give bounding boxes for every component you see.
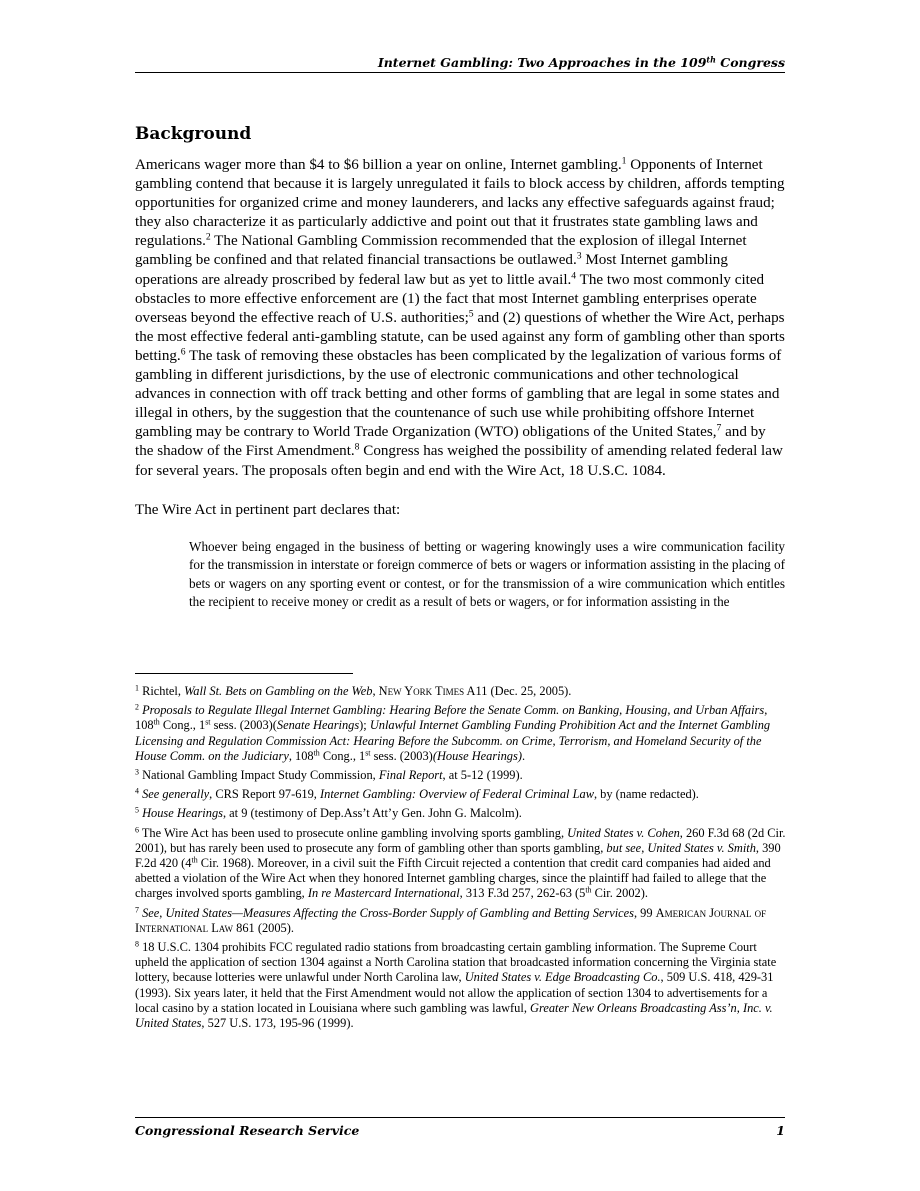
footnote-divider bbox=[135, 673, 353, 674]
footnote-5: $^5$ House Hearings, at 9 (testimony of Dep.Ass’t Att’y Gen. John G. Malcolm). bbox=[135, 806, 522, 821]
footnote-2: $^2$ Proposals to Regulate Illegal Internet Gambling: Hearing Before the Senate Comm. on Banking, Housing, and Urban Affairs, 108th Cong., 1st sess. (2003)(Senate Hearings); Unlawful Internet Gambling Funding Prohibition Act and the Internet Gambling Licensing and Regulation Commission Act: Hearing Before the Subcomm. on Crime, Terrorism, and Homeland Security of the House Comm. on the Judiciary, 108th Cong., 1st sess. (2003)(House Hearings). bbox=[135, 702, 771, 763]
footnote-4: $^4$ See generally, CRS Report 97-619, Internet Gambling: Overview of Federal Criminal Law, by (name redacted). bbox=[135, 786, 699, 802]
footnote-6: $^6$ The Wire Act has been used to prosecute online gambling involving sports gambling, United States v. Cohen, 260 F.3d 68 (2d Cir. 2001), but has rarely been used to prosecute any form of gambling other than sports gambling, but see, United States v. Smith, 390 F.2d 420 (4th Cir. 1968). Moreover, in a civil suit the Fifth Circuit rejected a contention that credit card companies had aided and abetted a violation of the Wire Act when they honored Internet gambling charges, since the plaintiff had failed to allege that the charges involved sports gambling, In re Mastercard International, 313 F.3d 257, 262-63 (5th Cir. 2002). bbox=[135, 825, 786, 901]
footnote-ref: 4 bbox=[571, 270, 577, 282]
main-content bbox=[135, 124, 785, 611]
footnote-ref: 2 bbox=[205, 232, 211, 244]
footnote-ref: 7 bbox=[716, 423, 722, 434]
section-heading: Background bbox=[135, 124, 252, 144]
running-header bbox=[135, 54, 785, 73]
footer-source: Congressional Research Service bbox=[135, 1123, 360, 1138]
footnotes bbox=[135, 684, 787, 1035]
footnote-3: $^3$ National Gambling Impact Study Commission, Final Report, at 5-12 (1999). bbox=[135, 767, 523, 783]
footnote-7: $^7$ See, United States—Measures Affecting the Cross-Border Supply of Gambling and Betting Services, 99 American Journal of International Law 861 (2005). bbox=[135, 905, 767, 935]
footnote-ref: 3 bbox=[576, 251, 582, 263]
wire-act-intro: The Wire Act in pertinent part declares that: bbox=[135, 501, 401, 518]
intro-paragraph: Americans wager more than $4 to $6 billion a year on online, Internet gambling.$^1$ Opponents of Internet gambling contend that because it is largely unregulated it fails to block access by children, affords tempting opportunities for organized crime and money launderers, and lacks any effective safeguards against fraud; they also characterize it as particularly addictive and point out that it frustrates state gambling laws and regulations.$^2$ The National Gambling Commission recommended that the explosion of illegal Internet gambling be confined and that related financial transactions be outlawed.$^3$ Most Internet gambling operations are already proscribed by federal law but as yet to little avail.$^4$ The two most commonly cited obstacles to more effective enforcement are (1) the fact that most Internet gambling enterprises operate overseas beyond the effective reach of U.S. authorities;$^5$ and (2) questions of whether the Wire Act, perhaps the most effective federal anti-gambling statute, can be used against any form of gambling other than sports betting.$^6$ The task of removing these obstacles has been complicated by the legalization of various forms of gambling in different jurisdictions, by the use of electronic communications and other technological advances in connection with off track betting and other forms of gambling that are legal in some states and illegal in others, by the suggestion that the countenance of such use while prohibiting offshore Internet gambling may be contrary to World Trade Organization (WTO) obligations of the United States,$^7$ and by the shadow of the First Amendment.$^8$ Congress has weighed the possibility of amending related federal law for several years. The proposals often begin and end with the Wire Act, 18 U.S.C. 1084. bbox=[135, 155, 785, 479]
footnote-ref: 1 bbox=[621, 155, 627, 167]
footnote-ref: 5 bbox=[468, 308, 474, 320]
footnote-1: $^1$ Richtel, Wall St. Bets on Gambling on the Web, New York Times A11 (Dec. 25, 2005). bbox=[135, 683, 572, 698]
page-number: 1 bbox=[776, 1123, 785, 1138]
block-quote: Whoever being engaged in the business of betting or wagering knowingly uses a wire communication facility for the transmission in interstate or foreign commerce of bets or wagers or information assisting in the placing of bets or wagers on any sporting event or contest, or for the transmission of a wire communication which entitles the recipient to receive money or credit as a result of bets or wagers, or for information assisting in the bbox=[189, 538, 785, 609]
footnote-8: $^8$ 18 U.S.C. 1304 prohibits FCC regulated radio stations from broadcasting certain gambling information. The Supreme Court upheld the application of section 1304 against a North Carolina station that broadcasted information concerning the Virginia state lottery, because lotteries were unlawful under North Carolina law, United States v. Edge Broadcasting Co., 509 U.S. 418, 429-31 (1993). Six years later, it held that the First Amendment would not allow the application of section 1304 to advertisements for a local casino by a station located in Louisiana where such gambling was lawful, Greater New Orleans Broadcasting Ass’n, Inc. v. United States, 527 U.S. 173, 195-96 (1999). bbox=[135, 939, 777, 1031]
header-title: Internet Gambling: Two Approaches in the 109th Congress bbox=[377, 54, 785, 70]
page-footer bbox=[135, 1117, 785, 1138]
footnote-ref: 8 bbox=[354, 442, 360, 454]
footnote-ref: 6 bbox=[180, 346, 186, 358]
